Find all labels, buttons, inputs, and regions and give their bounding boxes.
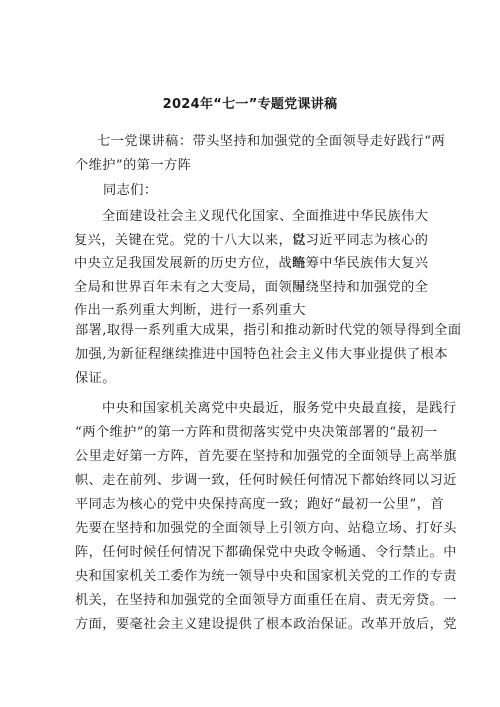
left-line-3: 中央立足我国发展新的历史方位，战略 [74,256,306,272]
paragraph-2-line-8: 央和国家机关工委作为统一领导中央和国家机关党的工作的专责 [75,569,457,584]
right-column [292,205,428,299]
salutation: 同志们： [103,183,158,198]
paragraph-2-line-3: 公里走好第一方阵，首先要在坚持和加强党的全面领导上高举旗 [75,449,457,464]
paragraph-2-line-1: 中央和国家机关离党中央最近，服务党中央最直接，是践行 [102,401,457,416]
paragraph-1-line-3: 保证。 [75,371,116,386]
paragraph-2 [75,397,457,637]
paragraph-1-line-2: 加强,为新征程继续推进中国特色社会主义伟大事业提供了根本 [75,347,448,362]
right-line-1: 全面推进中华民族伟大 [292,209,429,224]
paragraph-2-line-9: 机关，在坚持和加强党的全面领导方面重任在肩、责无旁贷。一 [75,593,457,608]
subtitle-line-2: 个维护”的第一方阵 [75,158,192,173]
left-line-4: 全局和世界百年未有之大变局，面领导 [74,279,306,295]
right-line-2: 以习近平同志为核心的 [292,232,429,248]
paragraph-2-line-5: 平同志为核心的党中央保持高度一致；跑好“最初一公里”，首 [75,497,444,512]
subtitle-line-1: 七一党课讲稿：带头坚持和加强党的全面领导走好践行“两 [97,134,446,149]
paragraph-2-line-2: “两个维护”的第一方阵和贯彻落实党中央决策部署的“最初一 [75,425,438,440]
document-title: 2024年“七一”专题党课讲稿 [162,97,338,112]
left-line-5: 作出一系列重大判断，进行一系列重大 [74,303,306,319]
paragraph-2-line-6: 先要在坚持和加强党的全面领导上引领方向、站稳立场、打好头 [75,521,457,536]
left-line-2: 复兴，关键在党。党的十八大以来，党 [74,232,306,248]
right-line-3: 统筹中华民族伟大复兴 [292,256,429,272]
left-column [74,205,306,323]
paragraph-1-continuation [75,319,462,391]
paragraph-1-line-1: 部署,取得一系列重大成果，指引和推动新时代党的领导得到全面 [75,323,462,338]
right-line-4: 围绕坚持和加强党的全 [292,279,429,295]
paragraph-2-line-7: 阵，任何时候任何情况下都确保党中央政令畅通、令行禁止。中 [75,545,457,560]
paragraph-2-line-10: 方面，要毫社会主义建设提供了根本政治保证。改革开放后，党 [75,617,457,632]
left-line-1: 全面建设社会主义现代化国家、 [102,209,293,224]
paragraph-2-line-4: 帜、走在前列、步调一致，任何时候任何情况下都始终同以习近 [75,473,457,488]
